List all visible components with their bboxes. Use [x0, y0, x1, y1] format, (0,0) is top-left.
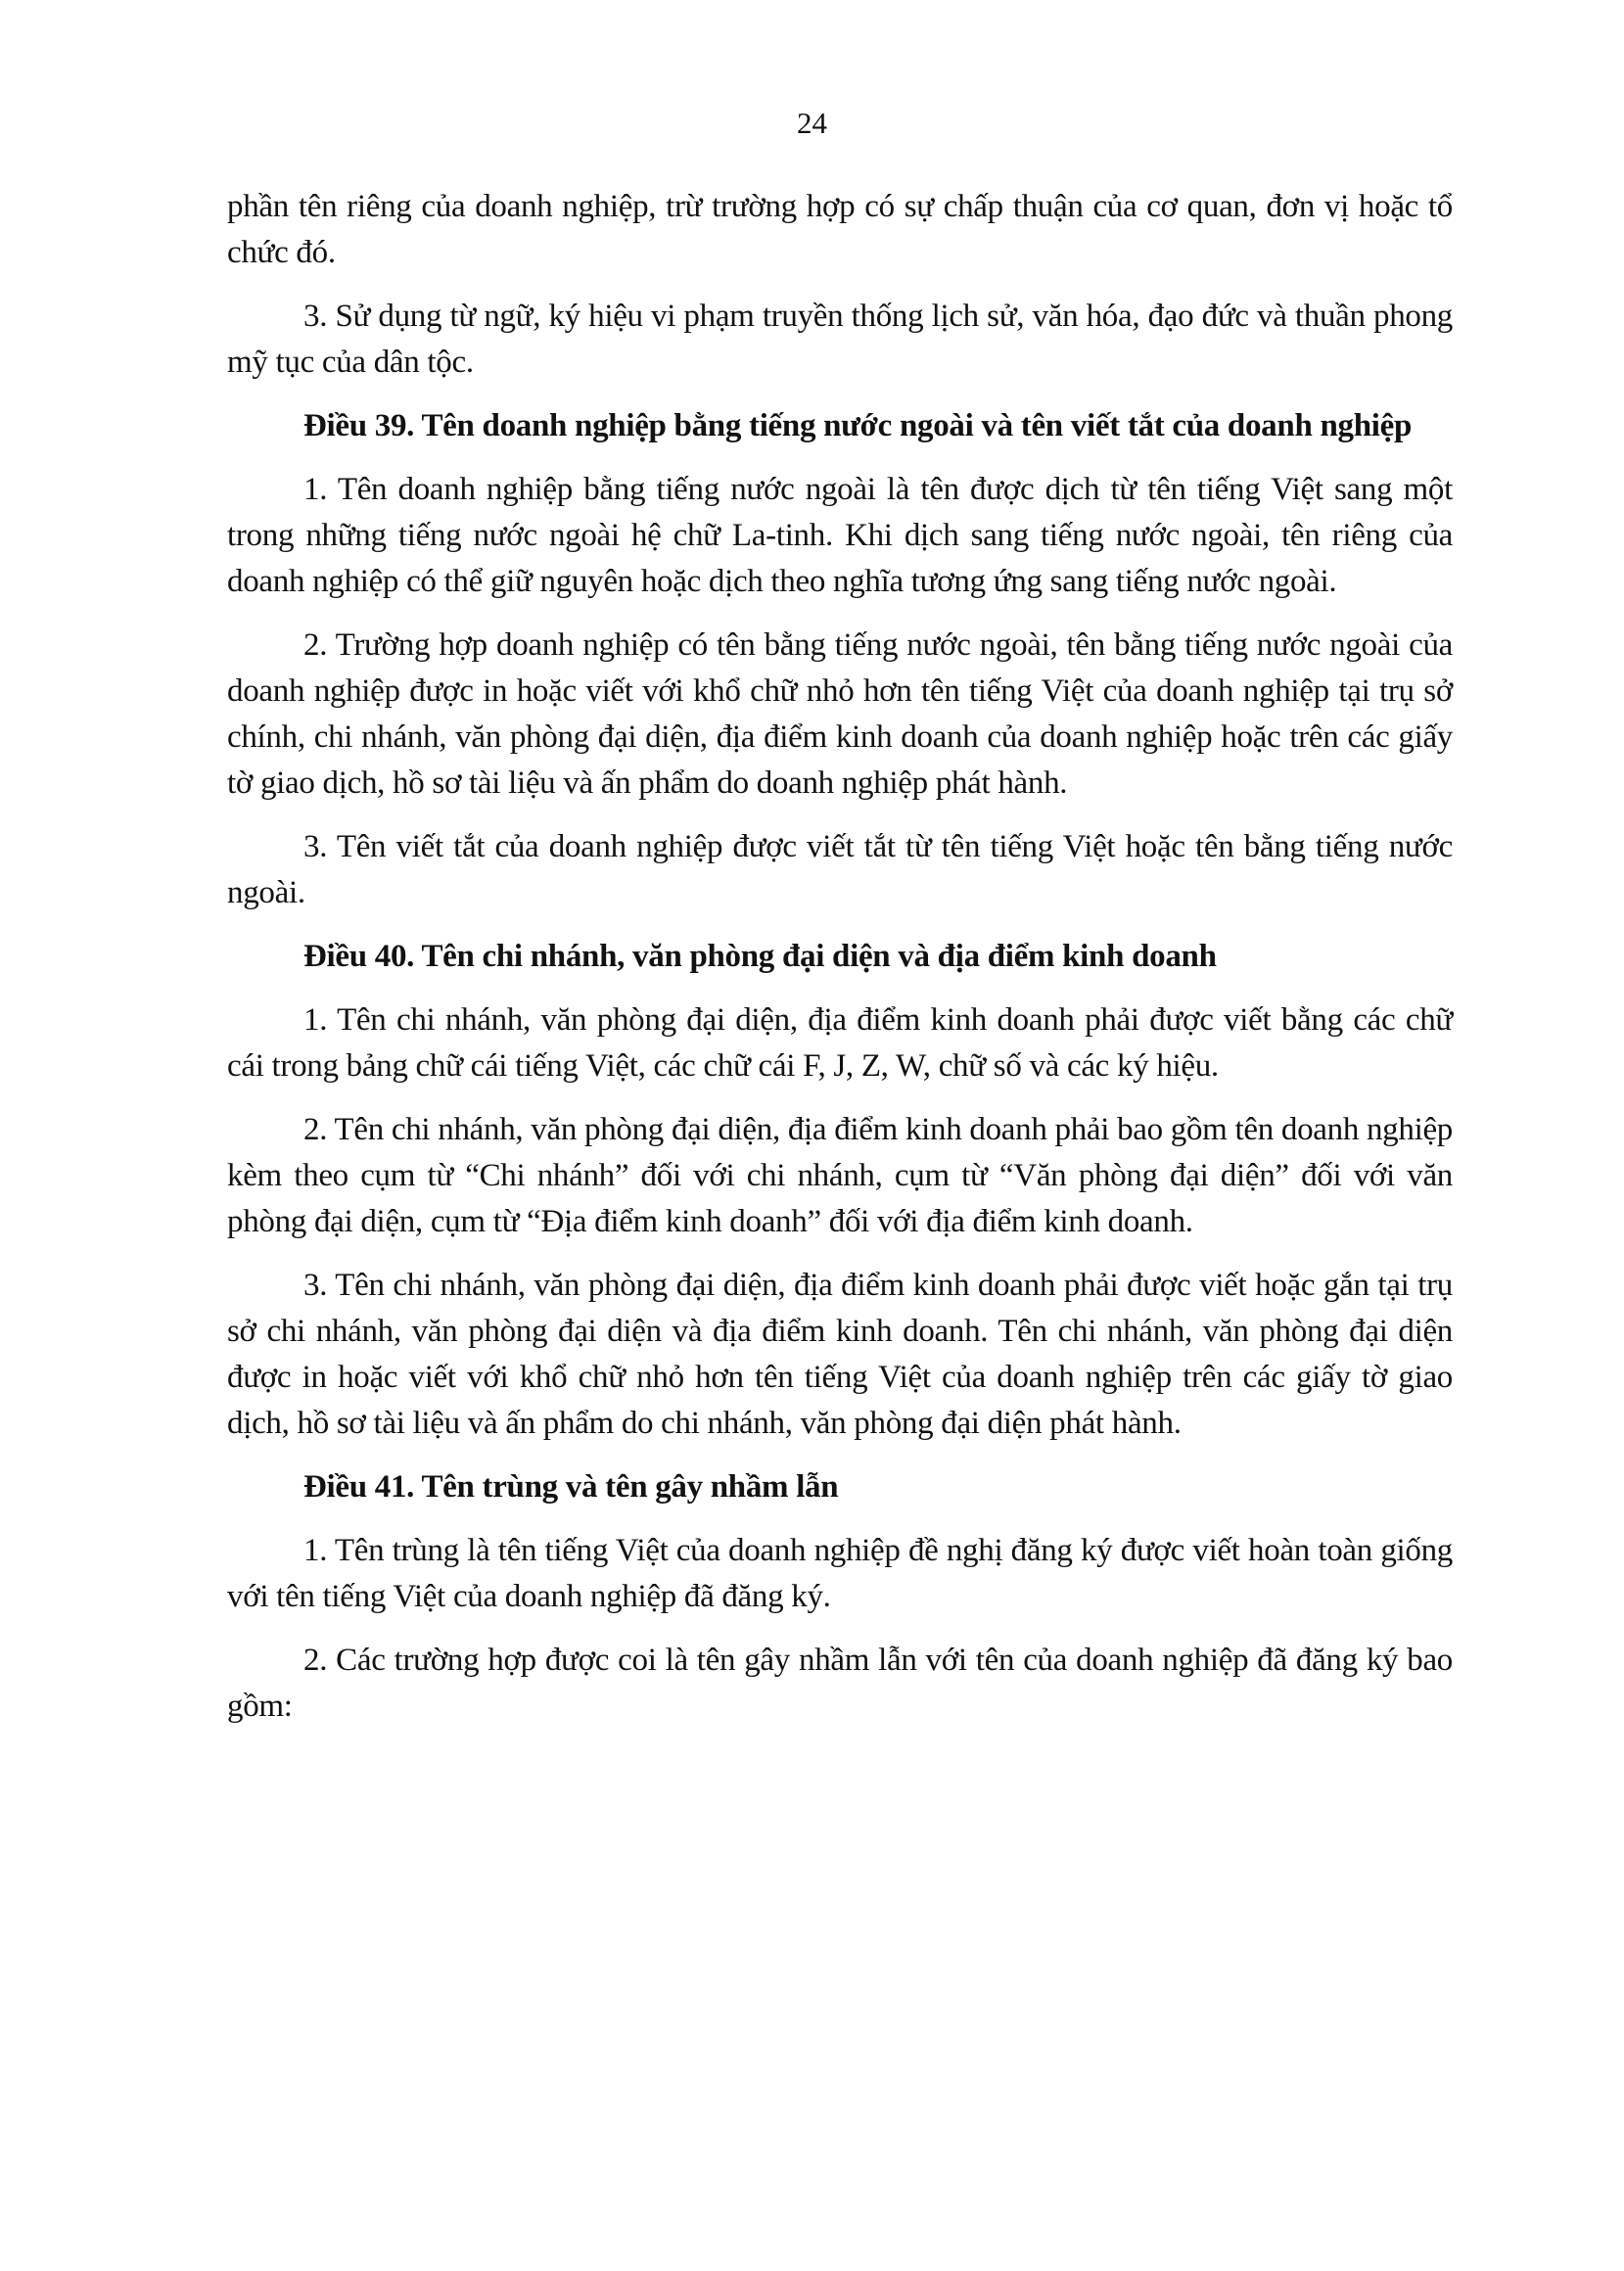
paragraph: 3. Sử dụng từ ngữ, ký hiệu vi phạm truyền thống lịch sử, văn hóa, đạo đức và thuần phong mỹ tục của dân tộc.: [227, 299, 1453, 380]
paragraph: 1. Tên chi nhánh, văn phòng đại diện, địa điểm kinh doanh phải được viết bằng các chữ cái trong bảng chữ cái tiếng Việt, các chữ cái F, J, Z, W, chữ số và các ký hiệu.: [227, 1002, 1453, 1084]
paragraph: 2. Trường hợp doanh nghiệp có tên bằng tiếng nước ngoài, tên bằng tiếng nước ngoài của doanh nghiệp được in hoặc viết với khổ chữ nhỏ hơn tên tiếng Việt của doanh nghiệp tại trụ sở chính, chi nhánh, văn phòng đại diện, địa điểm kinh doanh của doanh nghiệp hoặc trên các giấy tờ giao dịch, hồ sơ tài liệu và ấn phẩm do doanh nghiệp phát hành.: [227, 627, 1453, 801]
paragraph: 1. Tên trùng là tên tiếng Việt của doanh nghiệp đề nghị đăng ký được viết hoàn toàn giống với tên tiếng Việt của doanh nghiệp đã đăng ký.: [227, 1533, 1453, 1614]
paragraph: 2. Các trường hợp được coi là tên gây nhầm lẫn với tên của doanh nghiệp đã đăng ký bao gồm:: [227, 1643, 1453, 1724]
paragraph: 3. Tên viết tắt của doanh nghiệp được viết tắt từ tên tiếng Việt hoặc tên bằng tiếng nước ngoài.: [227, 829, 1453, 910]
paragraph: phần tên riêng của doanh nghiệp, trừ trường hợp có sự chấp thuận của cơ quan, đơn vị hoặc tổ chức đó.: [227, 189, 1453, 270]
paragraph: 3. Tên chi nhánh, văn phòng đại diện, địa điểm kinh doanh phải được viết hoặc gắn tại trụ sở chi nhánh, văn phòng đại diện và địa điểm kinh doanh. Tên chi nhánh, văn phòng đại diện được in hoặc viết với khổ chữ nhỏ hơn tên tiếng Việt của doanh nghiệp trên các giấy tờ giao dịch, hồ sơ tài liệu và ấn phẩm do chi nhánh, văn phòng đại diện phát hành.: [227, 1268, 1453, 1441]
article-heading: Điều 39. Tên doanh nghiệp bằng tiếng nước ngoài và tên viết tắt của doanh nghiệp: [303, 408, 1413, 443]
document-body: [227, 184, 1453, 1747]
article-heading: Điều 41. Tên trùng và tên gây nhầm lẫn: [303, 1469, 839, 1505]
article-heading: Điều 40. Tên chi nhánh, văn phòng đại diện và địa điểm kinh doanh: [303, 939, 1217, 974]
paragraph: 1. Tên doanh nghiệp bằng tiếng nước ngoài là tên được dịch từ tên tiếng Việt sang một trong những tiếng nước ngoài hệ chữ La-tinh. Khi dịch sang tiếng nước ngoài, tên riêng của doanh nghiệp có thể giữ nguyên hoặc dịch theo nghĩa tương ứng sang tiếng nước ngoài.: [227, 472, 1453, 599]
paragraph: 2. Tên chi nhánh, văn phòng đại diện, địa điểm kinh doanh phải bao gồm tên doanh nghiệp kèm theo cụm từ “Chi nhánh” đối với chi nhánh, cụm từ “Văn phòng đại diện” đối với văn phòng đại diện, cụm từ “Địa điểm kinh doanh” đối với địa điểm kinh doanh.: [227, 1112, 1453, 1239]
page-number: 24: [797, 106, 827, 140]
